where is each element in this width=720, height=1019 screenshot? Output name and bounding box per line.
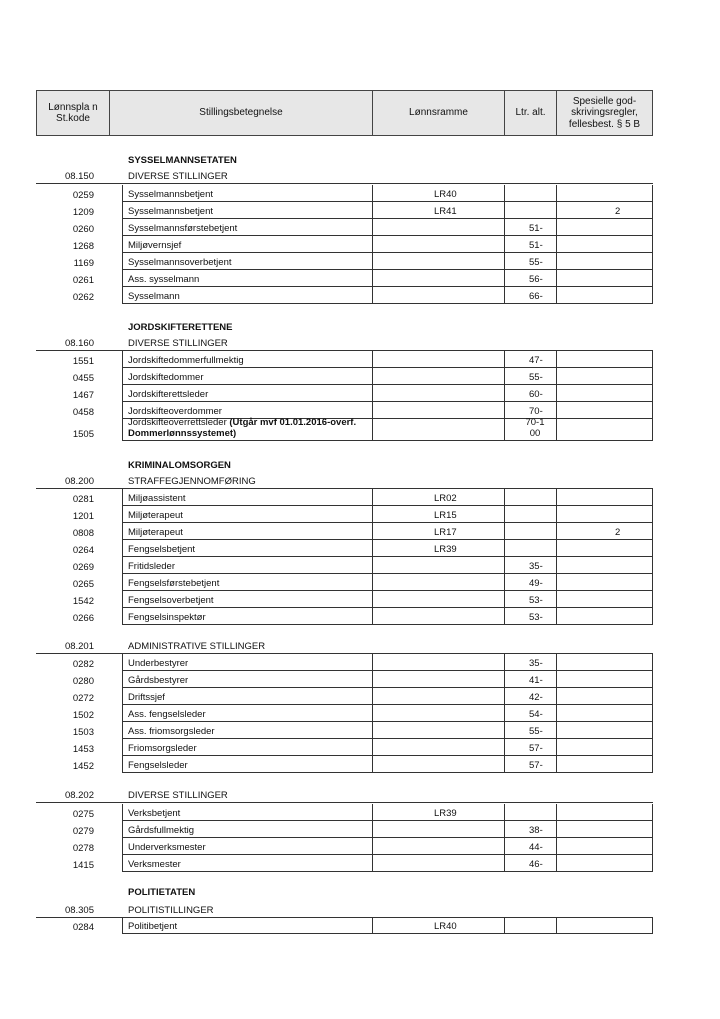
spesielle-regler-cell <box>556 402 653 419</box>
lonnsramme-cell <box>372 654 504 671</box>
position-code: 0272 <box>72 693 94 704</box>
table-row <box>36 739 653 756</box>
position-name: Sysselmannsbetjent <box>128 189 214 200</box>
lonnsramme-cell <box>372 236 504 253</box>
position-name: Jordskiftedommerfullmektig <box>128 355 244 366</box>
position-name: Jordskifterettsleder <box>128 389 209 400</box>
position-code: 1452 <box>72 761 94 772</box>
table-row <box>36 523 653 540</box>
lonnsramme-cell <box>372 688 504 705</box>
spesielle-regler-cell <box>556 287 653 304</box>
position-name-cell <box>122 351 372 368</box>
spesielle-regler-cell <box>556 917 653 934</box>
position-name-cell <box>122 489 372 506</box>
group-name: DIVERSE STILLINGER <box>128 171 228 182</box>
lonnsramme-cell <box>372 705 504 722</box>
position-code: 0282 <box>72 659 94 670</box>
lonnsramme-cell <box>372 574 504 591</box>
ltr-alt-value: 41- <box>529 675 543 686</box>
spesielle-regler-cell <box>556 506 653 523</box>
position-name: Fengselsinspektør <box>128 612 206 623</box>
ltr-alt-cell <box>504 219 556 236</box>
spesielle-regler-cell <box>556 385 653 402</box>
lonnsramme-value: LR39 <box>434 808 457 819</box>
table-row <box>36 287 653 304</box>
lonnsramme-cell <box>372 351 504 368</box>
ltr-alt-value: 46- <box>529 859 543 870</box>
ltr-alt-cell <box>504 385 556 402</box>
position-code: 0279 <box>72 826 94 837</box>
ltr-alt-value: 53- <box>529 595 543 606</box>
spesielle-regler-cell <box>556 821 653 838</box>
position-code: 1209 <box>72 207 94 218</box>
position-code: 0265 <box>72 579 94 590</box>
lonnsramme-cell <box>372 804 504 821</box>
position-code: 1502 <box>72 710 94 721</box>
position-code: 0458 <box>72 407 94 418</box>
position-name-cell <box>122 654 372 671</box>
ltr-alt-cell <box>504 557 556 574</box>
header-lonnsplan-code: Lønnspla n St.kode <box>37 91 110 135</box>
lonnsramme-cell <box>372 419 504 441</box>
lonnsramme-value: LR39 <box>434 544 457 555</box>
position-code: 0455 <box>72 373 94 384</box>
position-name: Jordskiftedommer <box>128 372 204 383</box>
header-ltr-alt: Ltr. alt. <box>505 91 557 135</box>
position-name-cell <box>122 202 372 219</box>
position-name: Politibetjent <box>128 921 178 932</box>
lonnsramme-value: LR17 <box>434 527 457 538</box>
table-row <box>36 804 653 821</box>
position-name-cell <box>122 523 372 540</box>
position-name: Fritidsleder <box>128 561 175 572</box>
position-name-cell <box>122 591 372 608</box>
spesielle-regler-cell <box>556 351 653 368</box>
table-row <box>36 351 653 368</box>
ltr-alt-cell <box>504 855 556 872</box>
position-name: Miljøvernsjef <box>128 240 182 251</box>
position-code: 0269 <box>72 562 94 573</box>
ltr-alt-cell <box>504 574 556 591</box>
lonnsramme-cell <box>372 917 504 934</box>
group-name: ADMINISTRATIVE STILLINGER <box>128 641 266 652</box>
position-name: Sysselmannsførstebetjent <box>128 223 238 234</box>
position-name-cell <box>122 688 372 705</box>
table-row <box>36 270 653 287</box>
position-name-cell <box>122 253 372 270</box>
position-name: Driftssjef <box>128 692 165 703</box>
table-row <box>36 557 653 574</box>
lonnsramme-cell <box>372 287 504 304</box>
ltr-alt-value: 44- <box>529 842 543 853</box>
spesielle-regler-cell <box>556 557 653 574</box>
header-spesielle-regler: Spesielle god-skrivingsregler, fellesbest. § 5 B <box>568 95 641 130</box>
ltr-alt-cell <box>504 202 556 219</box>
table-row <box>36 654 653 671</box>
ltr-alt-value: 55- <box>529 726 543 737</box>
ltr-alt-cell <box>504 540 556 557</box>
position-name: Ass. fengselsleder <box>128 709 206 720</box>
position-code: 1268 <box>72 241 94 252</box>
group-name: POLITISTILLINGER <box>128 905 214 916</box>
ltr-alt-cell <box>504 917 556 934</box>
spesielle-regler-cell <box>556 739 653 756</box>
ltr-alt-cell <box>504 608 556 625</box>
group-name: STRAFFEGJENNOMFØRING <box>128 476 256 487</box>
ltr-alt-value: 56- <box>529 274 543 285</box>
position-name-cell <box>122 608 372 625</box>
lonnsramme-cell <box>372 185 504 202</box>
table-row <box>36 705 653 722</box>
table-row <box>36 917 653 934</box>
position-name-cell <box>122 419 372 441</box>
ltr-alt-value: 60- <box>529 389 543 400</box>
spesielle-regler-cell <box>556 756 653 773</box>
group-name: DIVERSE STILLINGER <box>128 790 228 801</box>
position-name: Gårdsfullmektig <box>128 825 194 836</box>
spesielle-regler-cell <box>556 419 653 441</box>
position-code: 0266 <box>72 613 94 624</box>
lonnsramme-cell <box>372 821 504 838</box>
ltr-alt-cell <box>504 253 556 270</box>
position-name-cell <box>122 756 372 773</box>
table-row <box>36 838 653 855</box>
position-code: 1467 <box>72 390 94 401</box>
table-row <box>36 540 653 557</box>
position-name: Miljøterapeut <box>128 527 183 538</box>
spesielle-regler-cell <box>556 368 653 385</box>
ltr-alt-cell <box>504 671 556 688</box>
ltr-alt-cell <box>504 523 556 540</box>
group-code: 08.202 <box>64 790 94 801</box>
ltr-alt-cell <box>504 368 556 385</box>
ltr-alt-value: 55- <box>529 257 543 268</box>
position-code: 1542 <box>72 596 94 607</box>
position-name: Fengselsbetjent <box>128 544 196 555</box>
lonnsramme-value: LR15 <box>434 510 457 521</box>
ltr-alt-value: 35- <box>529 561 543 572</box>
lonnsramme-value: LR40 <box>434 921 457 932</box>
ltr-alt-cell <box>504 506 556 523</box>
group-code: 08.201 <box>64 641 94 652</box>
ltr-alt-cell <box>504 185 556 202</box>
ltr-alt-cell <box>504 804 556 821</box>
ltr-alt-value: 70- <box>529 406 543 417</box>
position-name: Ass. sysselmann <box>128 274 200 285</box>
spesielle-regler-cell <box>556 202 653 219</box>
group-rule <box>36 802 653 803</box>
ltr-alt-value: 47- <box>529 355 543 366</box>
table-row <box>36 722 653 739</box>
table-row <box>36 821 653 838</box>
spesielle-regler-cell <box>556 688 653 705</box>
ltr-alt-value: 70-100 <box>525 417 545 439</box>
spesielle-regler-value: 2 <box>615 206 621 217</box>
header-stillingsbetegnelse: Stillingsbetegnelse <box>110 91 373 135</box>
position-name-cell <box>122 540 372 557</box>
lonnsramme-value: LR40 <box>434 189 457 200</box>
ltr-alt-value: 57- <box>529 743 543 754</box>
position-code: 0264 <box>72 545 94 556</box>
lonnsramme-cell <box>372 838 504 855</box>
ltr-alt-value: 51- <box>529 240 543 251</box>
position-code: 0259 <box>72 190 94 201</box>
group-code: 08.200 <box>64 476 94 487</box>
lonnsramme-cell <box>372 523 504 540</box>
position-name-cell <box>122 838 372 855</box>
ltr-alt-cell <box>504 654 556 671</box>
position-name-cell <box>122 557 372 574</box>
table-row <box>36 608 653 625</box>
table-row <box>36 368 653 385</box>
spesielle-regler-cell <box>556 608 653 625</box>
ltr-alt-cell <box>504 838 556 855</box>
position-name: Verksbetjent <box>128 808 181 819</box>
position-name: Miljøterapeut <box>128 510 183 521</box>
lonnsramme-cell <box>372 385 504 402</box>
ltr-alt-cell <box>504 591 556 608</box>
ltr-alt-cell <box>504 756 556 773</box>
position-code: 0278 <box>72 843 94 854</box>
spesielle-regler-cell <box>556 705 653 722</box>
lonnsramme-cell <box>372 591 504 608</box>
position-name: Ass. friomsorgsleder <box>128 726 215 737</box>
ltr-alt-cell <box>504 705 556 722</box>
ltr-alt-value: 42- <box>529 692 543 703</box>
table-row <box>36 385 653 402</box>
position-name-cell <box>122 722 372 739</box>
position-code: 1169 <box>73 258 94 269</box>
position-code: 1503 <box>72 727 94 738</box>
position-name: Gårdsbestyrer <box>128 675 189 686</box>
position-name: Fengselsoverbetjent <box>128 595 214 606</box>
ltr-alt-value: 53- <box>529 612 543 623</box>
ltr-alt-value: 54- <box>529 709 543 720</box>
spesielle-regler-cell <box>556 654 653 671</box>
position-name: Sysselmannsbetjent <box>128 206 214 217</box>
section-title: KRIMINALOMSORGEN <box>128 460 231 471</box>
spesielle-regler-cell <box>556 219 653 236</box>
spesielle-regler-cell <box>556 489 653 506</box>
position-name-cell <box>122 917 372 934</box>
position-name-cell <box>122 574 372 591</box>
spesielle-regler-cell <box>556 591 653 608</box>
table-row <box>36 489 653 506</box>
section-title: JORDSKIFTERETTENE <box>128 322 233 333</box>
table-row <box>36 671 653 688</box>
ltr-alt-value: 49- <box>529 578 543 589</box>
spesielle-regler-value: 2 <box>615 527 621 538</box>
lonnsramme-cell <box>372 671 504 688</box>
position-name-note: (Utgår mvf 01.01.2016-overf. Dommerlønnssystemet) <box>128 417 357 439</box>
position-name-text: Jordskifteoverrettsleder <box>128 417 227 428</box>
ltr-alt-value: 57- <box>529 760 543 771</box>
position-code: 1505 <box>72 429 94 440</box>
ltr-alt-cell <box>504 489 556 506</box>
table-row <box>36 574 653 591</box>
position-name-cell <box>122 855 372 872</box>
spesielle-regler-cell <box>556 855 653 872</box>
ltr-alt-cell <box>504 722 556 739</box>
position-name: Underverksmester <box>128 842 206 853</box>
position-code: 0260 <box>72 224 94 235</box>
ltr-alt-cell <box>504 688 556 705</box>
group-code: 08.160 <box>64 338 94 349</box>
spesielle-regler-cell <box>556 270 653 287</box>
ltr-alt-value: 38- <box>529 825 543 836</box>
position-name: Fengselsførstebetjent <box>128 578 220 589</box>
spesielle-regler-cell <box>556 671 653 688</box>
position-name: Fengselsleder <box>128 760 188 771</box>
table-row <box>36 855 653 872</box>
position-name: Friomsorgsleder <box>128 743 197 754</box>
table-row <box>36 202 653 219</box>
position-code: 0281 <box>72 494 94 505</box>
lonnsramme-cell <box>372 368 504 385</box>
ltr-alt-cell <box>504 419 556 441</box>
ltr-alt-value: 35- <box>529 658 543 669</box>
position-name: Jordskifteoverdommer <box>128 406 222 417</box>
spesielle-regler-cell <box>556 838 653 855</box>
position-name-cell <box>122 821 372 838</box>
position-code: 1453 <box>72 744 94 755</box>
position-name-cell <box>122 287 372 304</box>
position-code: 1551 <box>72 356 94 367</box>
table-row <box>36 185 653 202</box>
group-rule <box>36 183 653 184</box>
position-code: 1201 <box>72 511 94 522</box>
spesielle-regler-cell <box>556 523 653 540</box>
lonnsramme-cell <box>372 489 504 506</box>
group-name: DIVERSE STILLINGER <box>128 338 228 349</box>
ltr-alt-cell <box>504 821 556 838</box>
section-title: SYSSELMANNSETATEN <box>128 155 237 166</box>
position-name-cell <box>122 739 372 756</box>
position-name: Underbestyrer <box>128 658 189 669</box>
lonnsramme-cell <box>372 855 504 872</box>
lonnsramme-cell <box>372 608 504 625</box>
group-code: 08.150 <box>64 171 94 182</box>
table-row <box>36 219 653 236</box>
header-lonnsramme: Lønnsramme <box>373 91 505 135</box>
position-name-cell <box>122 219 372 236</box>
table-row <box>36 506 653 523</box>
spesielle-regler-cell <box>556 540 653 557</box>
position-name-cell <box>122 385 372 402</box>
ltr-alt-cell <box>504 287 556 304</box>
position-name-cell <box>122 185 372 202</box>
position-code: 0280 <box>72 676 94 687</box>
lonnsramme-cell <box>372 506 504 523</box>
position-code: 0261 <box>72 275 94 286</box>
ltr-alt-cell <box>504 236 556 253</box>
ltr-alt-value: 55- <box>529 372 543 383</box>
ltr-alt-cell <box>504 739 556 756</box>
position-name-cell <box>122 236 372 253</box>
spesielle-regler-cell <box>556 253 653 270</box>
table-row <box>36 253 653 270</box>
position-name: Verksmester <box>128 859 181 870</box>
spesielle-regler-cell <box>556 185 653 202</box>
lonnsramme-cell <box>372 270 504 287</box>
ltr-alt-cell <box>504 351 556 368</box>
spesielle-regler-cell <box>556 722 653 739</box>
position-code: 0275 <box>72 809 94 820</box>
position-name: Miljøassistent <box>128 493 186 504</box>
group-code: 08.305 <box>64 905 94 916</box>
position-name-cell <box>122 705 372 722</box>
ltr-alt-value: 51- <box>529 223 543 234</box>
lonnsramme-cell <box>372 219 504 236</box>
position-name-cell <box>122 804 372 821</box>
lonnsramme-cell <box>372 557 504 574</box>
lonnsramme-value: LR41 <box>434 206 457 217</box>
section-title: POLITIETATEN <box>128 887 196 898</box>
lonnsramme-cell <box>372 756 504 773</box>
ltr-alt-cell <box>504 270 556 287</box>
position-name: Sysselmann <box>128 291 180 302</box>
position-code: 0284 <box>72 922 94 933</box>
position-name-cell <box>122 368 372 385</box>
lonnsramme-cell <box>372 402 504 419</box>
position-code: 0808 <box>72 528 94 539</box>
lonnsramme-cell <box>372 540 504 557</box>
spesielle-regler-cell <box>556 574 653 591</box>
ltr-alt-value: 66- <box>529 291 543 302</box>
table-row <box>36 591 653 608</box>
lonnsramme-cell <box>372 202 504 219</box>
lonnsramme-cell <box>372 739 504 756</box>
lonnsramme-cell <box>372 253 504 270</box>
table-row <box>36 688 653 705</box>
table-row <box>36 419 653 441</box>
position-code: 1415 <box>72 860 94 871</box>
position-name <box>128 417 373 439</box>
position-name-cell <box>122 270 372 287</box>
table-row <box>36 756 653 773</box>
position-name-cell <box>122 506 372 523</box>
position-name-cell <box>122 671 372 688</box>
spesielle-regler-cell <box>556 236 653 253</box>
spesielle-regler-cell <box>556 804 653 821</box>
table-row <box>36 236 653 253</box>
position-code: 0262 <box>72 292 94 303</box>
lonnsramme-cell <box>372 722 504 739</box>
lonnsramme-value: LR02 <box>434 493 457 504</box>
position-name: Sysselmannsoverbetjent <box>128 257 232 268</box>
